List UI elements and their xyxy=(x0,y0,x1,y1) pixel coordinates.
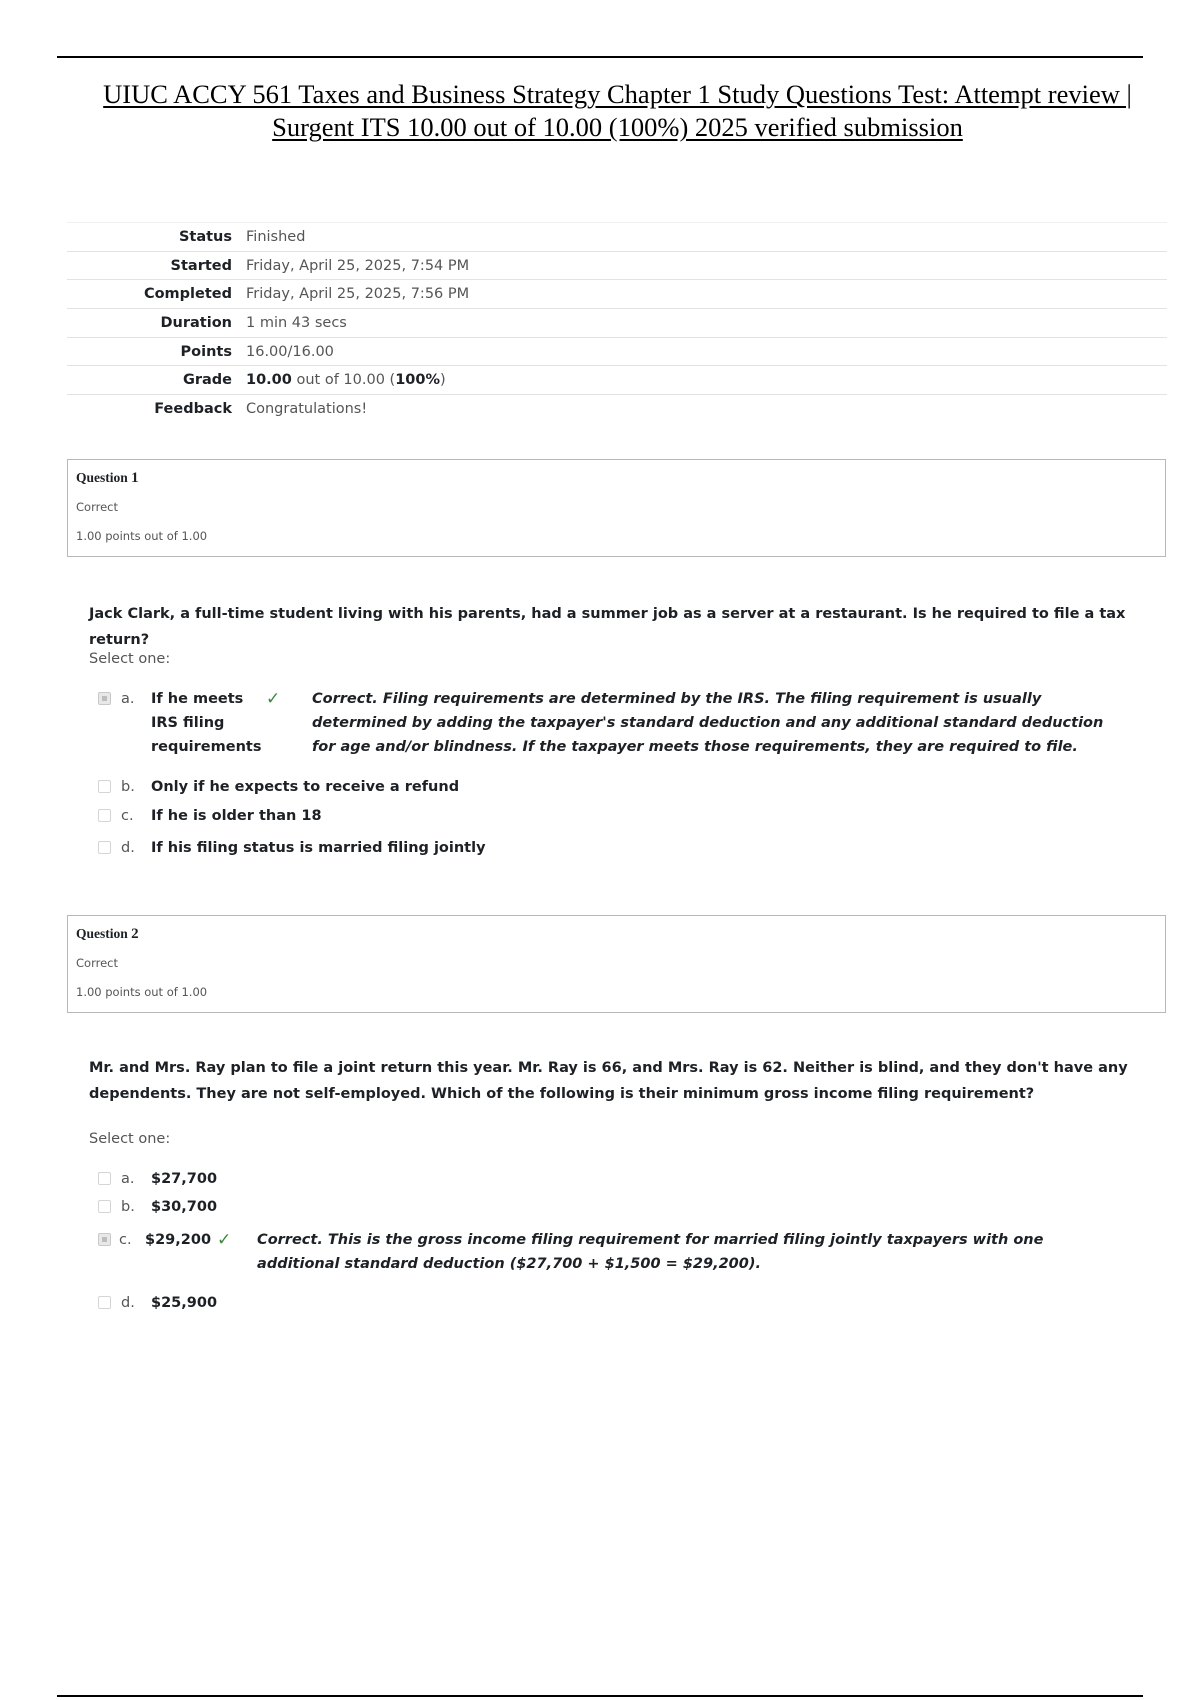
grade-out-of: out of 10.00 ( xyxy=(291,372,396,389)
answer-checkbox[interactable] xyxy=(98,780,111,793)
document-title xyxy=(40,78,1195,144)
answer-text: $30,700 xyxy=(151,1199,218,1215)
summary-value: 1 min 43 secs xyxy=(246,314,347,331)
question-state: Correct xyxy=(76,500,118,514)
question-1-option-c[interactable] xyxy=(98,804,322,828)
top-rule xyxy=(57,56,1143,58)
question-grade: 1.00 points out of 1.00 xyxy=(76,529,208,543)
summary-row-started xyxy=(67,251,1167,280)
summary-row-completed xyxy=(67,280,1167,309)
summary-row-feedback xyxy=(67,395,1167,424)
question-2-option-d[interactable] xyxy=(98,1291,217,1315)
grade-close: ) xyxy=(440,372,446,389)
summary-label: Grade xyxy=(182,372,232,389)
summary-value: 16.00/16.00 xyxy=(246,343,334,360)
answer-text: $27,700 xyxy=(151,1171,218,1187)
question-1-option-b[interactable] xyxy=(98,775,459,799)
grade-percent: 100% xyxy=(395,372,440,389)
summary-value xyxy=(242,366,1167,395)
question-2-option-a[interactable] xyxy=(98,1167,217,1191)
answer-checkbox[interactable] xyxy=(98,1296,111,1309)
summary-row-status xyxy=(67,223,1167,252)
question-label: Question xyxy=(76,926,128,941)
summary-value: Congratulations! xyxy=(246,401,368,418)
answer-letter: b. xyxy=(121,1199,135,1215)
summary-label: Feedback xyxy=(154,401,232,418)
answer-feedback: Correct. This is the gross income filing requirement for married filing jointly taxpayers with one additional standard deduction ($27,700 + $1,500 = $29,200). xyxy=(257,1232,1044,1272)
summary-label: Status xyxy=(178,228,232,245)
answer-letter: a. xyxy=(121,691,135,707)
question-number-value: 2 xyxy=(131,926,139,942)
question-number xyxy=(76,470,139,487)
summary-row-grade xyxy=(67,366,1167,395)
question-1-info-box xyxy=(67,459,1166,557)
summary-value: Friday, April 25, 2025, 7:56 PM xyxy=(246,286,470,303)
summary-label: Points xyxy=(180,343,232,360)
answer-letter: a. xyxy=(121,1171,135,1187)
answer-letter: d. xyxy=(121,1295,135,1311)
summary-label: Completed xyxy=(143,286,232,303)
question-grade: 1.00 points out of 1.00 xyxy=(76,985,208,999)
answer-checkbox[interactable] xyxy=(98,841,111,854)
question-1-text: Jack Clark, a full-time student living with his parents, had a summer job as a server at a restaurant. Is he required to file a tax return? xyxy=(89,606,1126,648)
answer-text: $25,900 xyxy=(151,1295,218,1311)
question-2-info-box xyxy=(67,915,1166,1013)
answer-checkbox[interactable] xyxy=(98,692,111,705)
answer-checkbox[interactable] xyxy=(98,1172,111,1185)
answer-letter: b. xyxy=(121,779,135,795)
summary-label: Duration xyxy=(160,314,232,331)
summary-row-points xyxy=(67,337,1167,366)
question-label: Question xyxy=(76,470,128,485)
answer-letter: c. xyxy=(121,808,134,824)
question-1-select-one: Select one: xyxy=(89,651,171,667)
answer-letter: c. xyxy=(119,1232,132,1248)
question-number xyxy=(76,926,139,943)
question-2-text: Mr. and Mrs. Ray plan to file a joint return this year. Mr. Ray is 66, and Mrs. Ray is 62. Neither is blind, and they don't have any dependents. They are not self-employed. Which of the following is their minimum gross income filing requirement? xyxy=(89,1060,1128,1102)
question-2-option-b[interactable] xyxy=(98,1195,217,1219)
answer-checkbox[interactable] xyxy=(98,1233,111,1246)
answer-text: If he is older than 18 xyxy=(151,808,322,824)
question-state: Correct xyxy=(76,956,118,970)
summary-value: Friday, April 25, 2025, 7:54 PM xyxy=(246,257,470,274)
attempt-summary-table xyxy=(67,222,1167,423)
summary-label: Started xyxy=(170,257,232,274)
question-1-option-a[interactable] xyxy=(98,687,1112,759)
grade-score: 10.00 xyxy=(246,372,292,389)
answer-text: Only if he expects to receive a refund xyxy=(151,779,460,795)
question-2-option-c[interactable] xyxy=(98,1228,1107,1276)
question-number-value: 1 xyxy=(131,470,139,486)
bottom-rule xyxy=(57,1695,1143,1697)
answer-text: If he meets IRS filing requirements xyxy=(151,691,262,755)
answer-letter: d. xyxy=(121,840,135,856)
question-1-option-d[interactable] xyxy=(98,836,486,860)
answer-checkbox[interactable] xyxy=(98,1200,111,1213)
answer-text: $29,200 xyxy=(145,1232,212,1248)
answer-text: If his filing status is married filing jointly xyxy=(151,840,486,856)
question-2-select-one: Select one: xyxy=(89,1131,171,1147)
document-title-line-1: UIUC ACCY 561 Taxes and Business Strategy Chapter 1 Study Questions Test: Attempt review | xyxy=(103,79,1132,109)
summary-row-duration xyxy=(67,309,1167,338)
answer-checkbox[interactable] xyxy=(98,809,111,822)
summary-value: Finished xyxy=(246,228,306,245)
check-icon: ✓ xyxy=(217,1230,232,1250)
check-icon: ✓ xyxy=(266,689,281,709)
document-title-line-2: Surgent ITS 10.00 out of 10.00 (100%) 2025 verified submission xyxy=(272,112,963,142)
answer-feedback: Correct. Filing requirements are determined by the IRS. The filing requirement is usually determined by adding the taxpayer's standard deduction and any additional standard deduction for age and/or blindness. If the taxpayer meets those requirements, they are required to file. xyxy=(312,691,1104,755)
